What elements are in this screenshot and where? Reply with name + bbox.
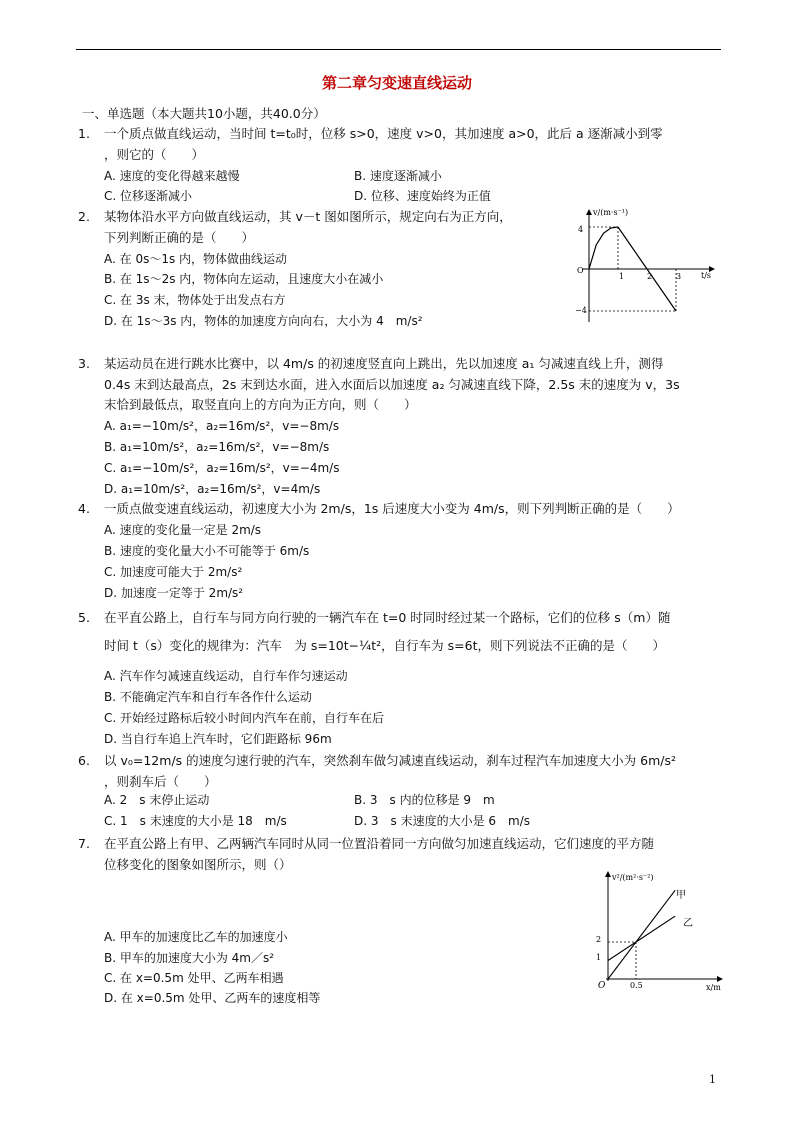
question-2: [78, 207, 558, 248]
tick-label: 2: [596, 935, 602, 944]
vt-graph: [570, 204, 720, 326]
option-d[interactable]: D. 3 s 末速度的大小是 6 m/s: [354, 814, 531, 828]
option-b[interactable]: B. 速度逐渐减小: [354, 169, 442, 183]
page-number: 1: [709, 1073, 716, 1086]
x-axis-label: t/s: [701, 271, 712, 280]
option-a[interactable]: A. 甲车的加速度比乙车的加速度小: [104, 930, 288, 944]
option-b[interactable]: B. 甲车的加速度大小为 4m／s²: [104, 951, 275, 965]
option-c[interactable]: C. a₁=−10m/s²，a₂=16m/s²，v=−4m/s: [104, 461, 340, 475]
option-b[interactable]: B. 3 s 内的位移是 9 m: [354, 793, 495, 807]
tick-label: 4: [578, 225, 584, 234]
question-1: [78, 124, 718, 165]
question-5: [78, 604, 728, 660]
v2x-graph: [588, 868, 728, 996]
x-axis-label: x/m: [706, 983, 721, 992]
option-d[interactable]: D. 在 1s～3s 内，物体的加速度方向向右，大小为 4 m/s²: [104, 314, 423, 328]
option-a[interactable]: A. 汽车作匀减速直线运动，自行车作匀速运动: [104, 669, 348, 683]
option-d[interactable]: D. 在 x=0.5m 处甲、乙两车的速度相等: [104, 991, 321, 1005]
tick-label: 3: [676, 272, 682, 281]
question-stem: 某物体沿水平方向做直线运动，其 v－t 图如图所示，规定向右为正方向， 下列判断正确的是（ ）: [104, 209, 512, 245]
option-b[interactable]: B. 速度的变化量大小不可能等于 6m/s: [104, 544, 310, 558]
series-line-乙: [608, 916, 675, 960]
option-c[interactable]: C. 加速度可能大于 2m/s²: [104, 565, 243, 579]
series-line-甲: [608, 890, 675, 979]
option-a[interactable]: A. 速度的变化量一定是 2m/s: [104, 523, 262, 537]
question-stem: 一个质点做直线运动，当时间 t=t₀时，位移 s>0，速度 v>0，其加速度 a>0，此后 a 逐渐减小到零 ，则它的（ ）: [104, 126, 663, 162]
question-number: 5.: [78, 610, 90, 625]
question-6: [78, 751, 728, 792]
question-4: [78, 499, 728, 520]
question-stem: 在平直公路上有甲、乙两辆汽车同时从同一位置沿着同一方向做匀加速直线运动，它们速度的平方随 位移变化的图象如图所示，则（）: [104, 836, 655, 872]
tick-label: O: [598, 981, 606, 991]
option-a[interactable]: A. 2 s 末停止运动: [104, 793, 210, 807]
question-stem: 以 v₀=12m/s 的速度匀速行驶的汽车，突然刹车做匀减速直线运动，刹车过程汽车加速度大小为 6m/s² ，则刹车后（ ）: [104, 753, 676, 789]
option-c[interactable]: C. 在 3s 末，物体处于出发点右方: [104, 293, 286, 307]
series-label-jia: 甲: [676, 890, 686, 901]
option-a[interactable]: A. 在 0s～1s 内，物体做曲线运动: [104, 252, 288, 266]
question-number: 2.: [78, 209, 90, 224]
header-rule: [76, 49, 721, 50]
question-stem: 一质点做变速直线运动，初速度大小为 2m/s，1s 后速度大小变为 4m/s，则下列判断正确的是（ ）: [104, 501, 680, 516]
option-a[interactable]: A. a₁=−10m/s²，a₂=16m/s²，v=−8m/s: [104, 419, 340, 433]
option-c[interactable]: C. 在 x=0.5m 处甲、乙两车相遇: [104, 971, 284, 985]
option-d[interactable]: D. 加速度一定等于 2m/s²: [104, 586, 244, 600]
series-line-1: [589, 227, 618, 269]
tick-label: 2: [647, 272, 653, 281]
option-d[interactable]: D. 位移、速度始终为正值: [354, 189, 491, 203]
option-d[interactable]: D. 当自行车追上汽车时，它们距路标 96m: [104, 732, 332, 746]
option-b[interactable]: B. a₁=10m/s²，a₂=16m/s²，v=−8m/s: [104, 440, 330, 454]
question-number: 4.: [78, 501, 90, 516]
tick-label: 1: [596, 953, 602, 962]
tick-label: −4: [575, 306, 587, 315]
y-axis-label: v/(m·s⁻¹): [593, 208, 629, 217]
question-number: 3.: [78, 356, 90, 371]
tick-label: O: [577, 266, 584, 275]
tick-label: 0.5: [630, 981, 643, 990]
question-stem: 某运动员在进行跳水比赛中，以 4m/s 的初速度竖直向上跳出，先以加速度 a₁ 匀减速直线上升，测得 0.4s 末到达最高点，2s 末到达水面，进入水面后以加速度 a₂ 匀减速直线下降，2.5s 末的速度为 v，3s 末恰到最低点，取竖直向上的方向为正方向，则（ ）: [104, 356, 680, 412]
page-title: 第二章匀变速直线运动: [321, 74, 472, 92]
question-3: [78, 354, 728, 416]
option-d[interactable]: D. a₁=10m/s²，a₂=16m/s²，v=4m/s: [104, 482, 321, 496]
option-c[interactable]: C. 开始经过路标后较小时间内汽车在前，自行车在后: [104, 711, 385, 725]
option-b[interactable]: B. 不能确定汽车和自行车各作什么运动: [104, 690, 312, 704]
option-c[interactable]: C. 1 s 末速度的大小是 18 m/s: [104, 814, 287, 828]
y-axis-label: v²/(m²·s⁻²): [612, 873, 654, 882]
tick-label: 1: [619, 272, 625, 281]
question-stem: 在平直公路上，自行车与同方向行驶的一辆汽车在 t=0 时同时经过某一个路标，它们的位移 s（m）随 时间 t（s）变化的规律为：汽车 为 s=10t−¼t²，自行车为 s=6t，则下列说法不正确的是（ ）: [104, 610, 671, 653]
option-c[interactable]: C. 位移逐渐减小: [104, 189, 193, 203]
option-a[interactable]: A. 速度的变化得越来越慢: [104, 169, 240, 183]
series-label-yi: 乙: [683, 918, 693, 929]
question-number: 7.: [78, 836, 90, 851]
question-number: 1.: [78, 126, 90, 141]
option-b[interactable]: B. 在 1s～2s 内，物体向左运动，且速度大小在减小: [104, 272, 384, 286]
question-number: 6.: [78, 753, 90, 768]
section-heading: 一、单选题（本大题共10小题，共40.0分）: [82, 106, 326, 121]
